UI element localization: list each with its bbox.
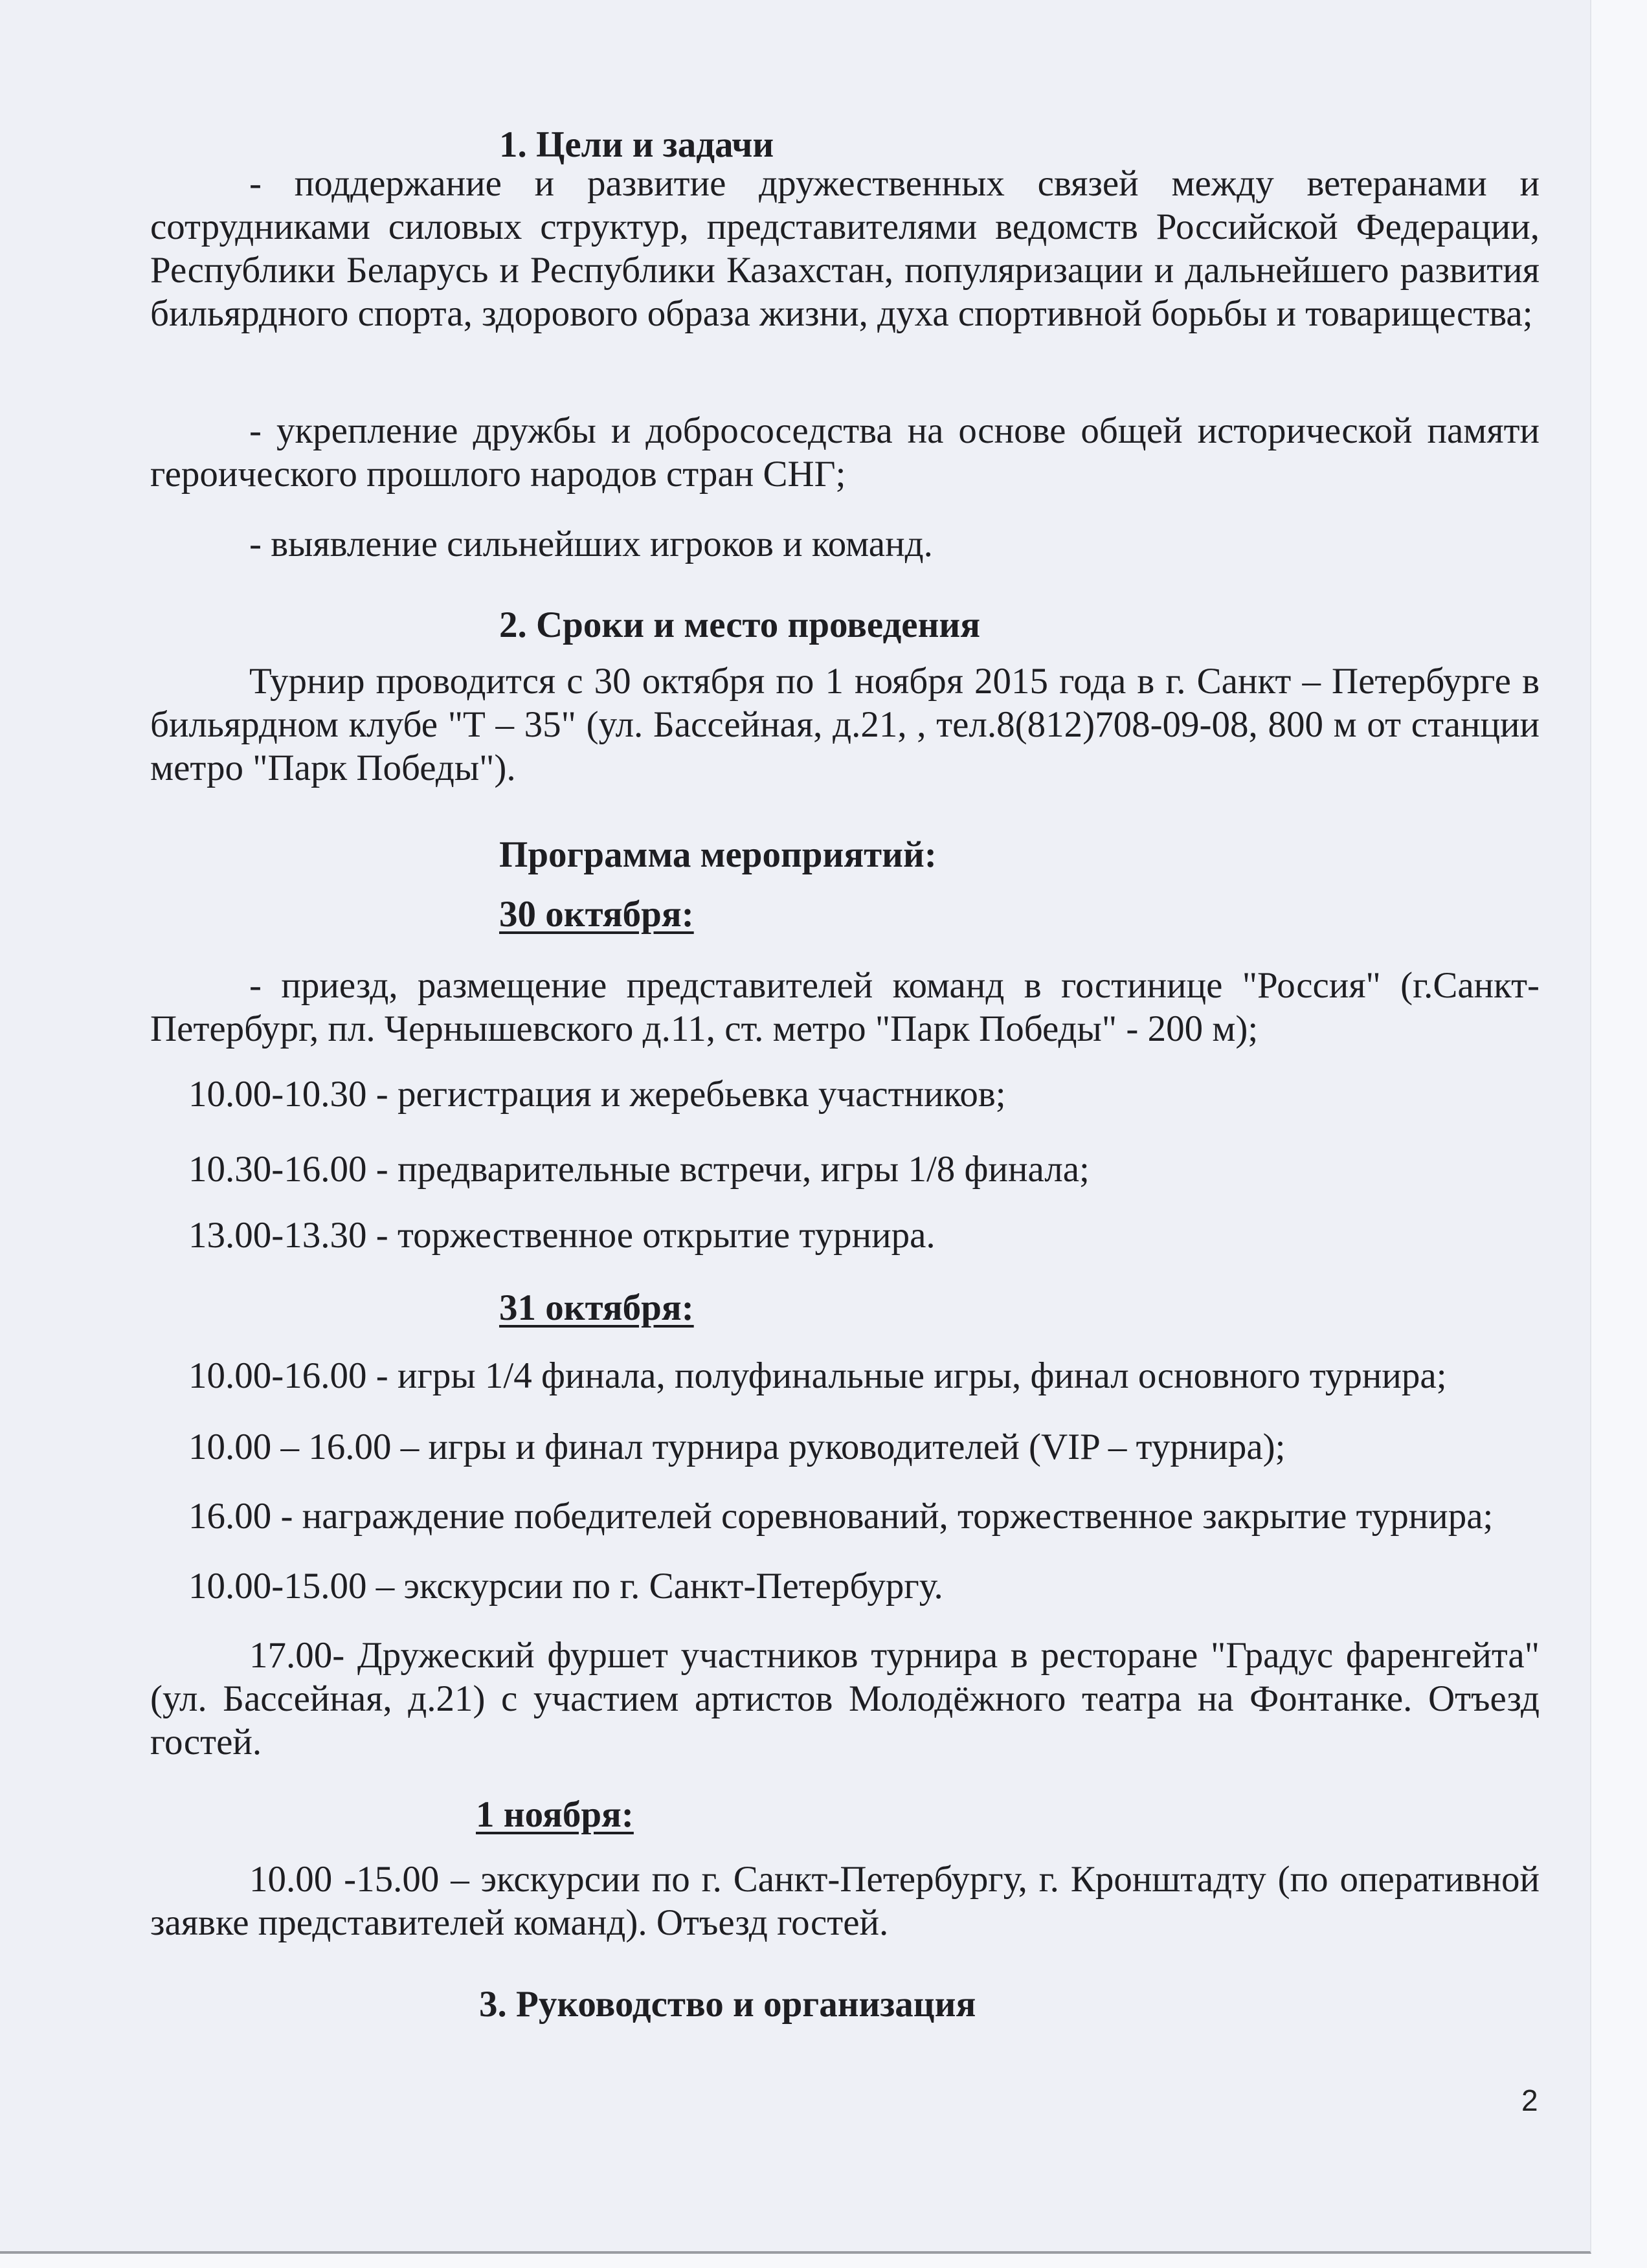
page-number: 2 [1521, 2084, 1538, 2117]
day-heading-oct-31: 31 октября: [499, 1287, 694, 1328]
day-heading-nov-1: 1 ноября: [476, 1794, 634, 1835]
dates-venue-paragraph: Турнир проводится с 30 октября по 1 ноября 2015 года в г. Санкт – Петербурге в бильярдном клубе "Т – 35" (ул. Бассейная, д.21, , тел.8(812)708-09-08, 800 м от станции метро "Парк Победы"). [150, 661, 1540, 788]
schedule-item: 10.00-15.00 – экскурсии по г. Санкт-Петербургу. [188, 1566, 943, 1606]
goal-item-1: - поддержание и развитие дружественных связей между ветеранами и сотрудниками силовых структур, представителями ведомств Российской Федерации, Республики Беларусь и Республики Казахстан, популяризации и дальнейшего развития бильярдного спорта, здорового образа жизни, духа спортивной борьбы и товарищества; [150, 163, 1540, 334]
program-title: Программа мероприятий: [499, 834, 937, 875]
goal-item-2: - укрепление дружбы и добрососедства на основе общей исторической памяти героического прошлого народов стран СНГ; [150, 410, 1540, 495]
section-2-heading: 2. Сроки и место проведения [499, 605, 981, 645]
oct-30-arrival: - приезд, размещение представителей команд в гостинице "Россия" (г.Санкт-Петербург, пл. Чернышевского д.11, ст. метро "Парк Победы" - 200 м); [150, 965, 1540, 1049]
section-1-heading: 1. Цели и задачи [499, 124, 774, 165]
schedule-item: 10.30-16.00 - предварительные встречи, игры 1/8 финала; [188, 1149, 1090, 1190]
schedule-item: 10.00-10.30 - регистрация и жеребьевка участников; [188, 1074, 1006, 1115]
goal-item-3: - выявление сильнейших игроков и команд. [249, 524, 933, 564]
section-3-heading: 3. Руководство и организация [479, 1984, 976, 2025]
schedule-item: 10.00 – 16.00 – игры и финал турнира руководителей (VIP – турнира); [188, 1427, 1286, 1467]
schedule-item: 13.00-13.30 - торжественное открытие турнира. [188, 1215, 936, 1256]
nov-1-excursions: 10.00 -15.00 – экскурсии по г. Санкт-Петербургу, г. Кронштадту (по оперативной заявке представителей команд). Отъезд гостей. [150, 1859, 1540, 1943]
schedule-item: 10.00-16.00 - игры 1/4 финала, полуфинальные игры, финал основного турнира; [188, 1355, 1447, 1396]
oct-31-reception: 17.00- Дружеский фуршет участников турнира в ресторане "Градус фаренгейта" (ул. Бассейная, д.21) с участием артистов Молодёжного театра на Фонтанке. Отъезд гостей. [150, 1635, 1540, 1762]
schedule-item: 16.00 - награждение победителей соревнований, торжественное закрытие турнира; [188, 1496, 1494, 1537]
day-heading-oct-30: 30 октября: [499, 894, 694, 935]
